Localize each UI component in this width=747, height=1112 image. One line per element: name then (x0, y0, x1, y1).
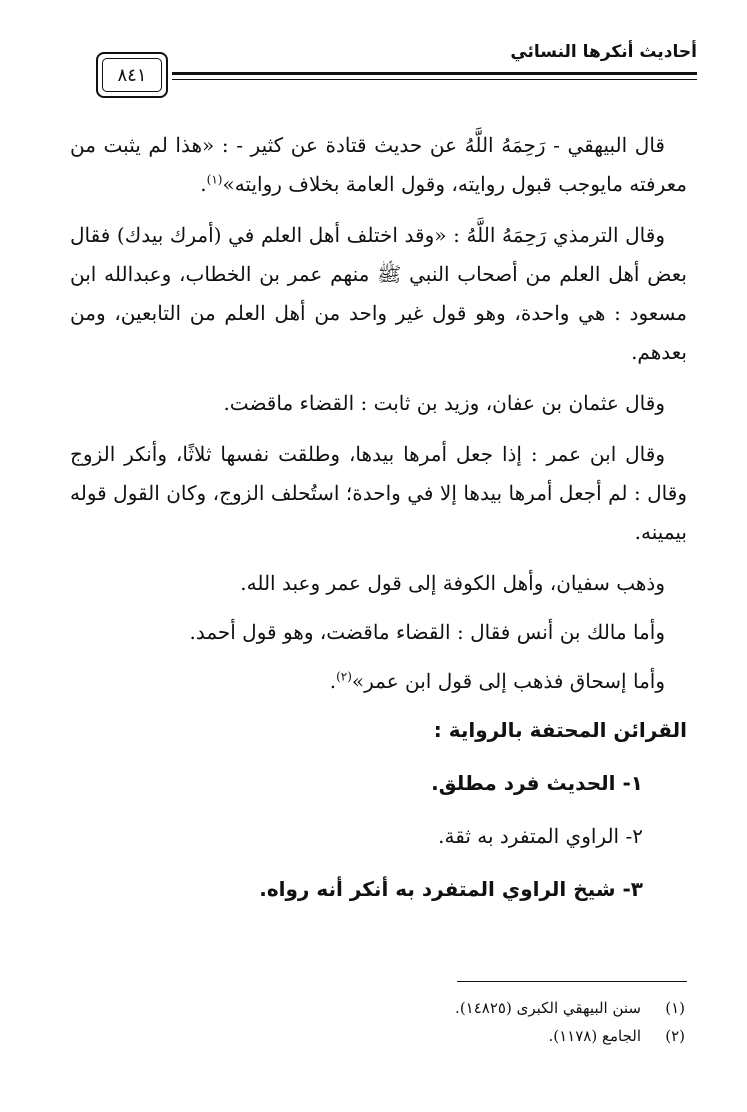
header-rule-thick (172, 72, 697, 75)
main-text (70, 126, 687, 923)
list-item-number: ٢- (625, 824, 643, 848)
paragraph-sufyan: وذهب سفيان، وأهل الكوفة إلى قول عمر وعبد الله. (240, 571, 665, 595)
footnote-ref: (٢) (336, 669, 352, 684)
section-heading: القرائن المحتفة بالرواية : (433, 718, 687, 742)
list-item (70, 764, 687, 803)
footnote-number: (٢) (665, 1027, 685, 1045)
list-item (70, 817, 687, 856)
list-item-text: شيخ الراوي المتفرد به أنكر أنه رواه. (259, 877, 616, 901)
footnote-ref: (١) (206, 172, 223, 187)
paragraph-ibn-umar: وقال ابن عمر : إذا جعل أمرها بيدها، وطلقت نفسها ثلاثًا، وأنكر الزوج وقال : لم أجعل أمرها بيدها إلا في واحدة؛ استُحلف الزوج، وكان القول قوله بيمينه. (70, 442, 687, 544)
paragraph-uthman: وقال عثمان بن عفان، وزيد بن ثابت : القضاء ماقضت. (223, 391, 665, 415)
paragraph-end: . (200, 172, 207, 196)
list-item-number: ١- (622, 771, 643, 795)
running-title: أحاديث أنكرها النسائي (510, 42, 697, 62)
list-item (70, 870, 687, 909)
paragraph-text: قال البيهقي - رَحِمَهُ اللَّهُ عن حديث قتادة عن كثير - : «هذا لم يثبت من معرفته مايوجب قبول روايته، وقول العامة بخلاف روايته» (70, 133, 687, 196)
paragraph-tirmidhi: وقال الترمذي رَحِمَهُ اللَّهُ : «وقد اختلف أهل العلم في (أمرك بيدك) فقال بعض أهل العلم من أصحاب النبي ﷺ منهم عمر بن الخطاب، وعبدالله ابن مسعود : هي واحدة، وهو قول غير واحد من أهل العلم من التابعين، ومن بعدهم. (70, 223, 687, 364)
page-number-frame-inner (102, 58, 162, 92)
list-item-text: الراوي المتفرد به ثقة. (438, 824, 620, 848)
list-item-text: الحديث فرد مطلق. (431, 771, 616, 795)
paragraph-ishaq (70, 662, 687, 701)
page-number-frame (96, 52, 168, 98)
page-number: ٨٤١ (117, 64, 147, 86)
paragraph-text: وأما إسحاق فذهب إلى قول ابن عمر» (351, 669, 665, 693)
paragraph-end: . (329, 669, 337, 693)
footnote-text: سنن البيهقي الكبرى (١٤٨٢٥). (455, 999, 641, 1017)
footnotes (200, 994, 685, 1050)
footnote-rule (457, 981, 687, 982)
footnote (200, 1022, 685, 1050)
paragraph-malik: وأما مالك بن أنس فقال : القضاء ماقضت، وهو قول أحمد. (189, 620, 665, 644)
footnote-number: (١) (665, 999, 685, 1017)
footnote (200, 994, 685, 1022)
list-item-number: ٣- (622, 877, 643, 901)
paragraph-bayhaqi (70, 126, 687, 204)
footnote-text: الجامع (١١٧٨). (548, 1027, 641, 1045)
header-rule-thin (172, 79, 697, 80)
